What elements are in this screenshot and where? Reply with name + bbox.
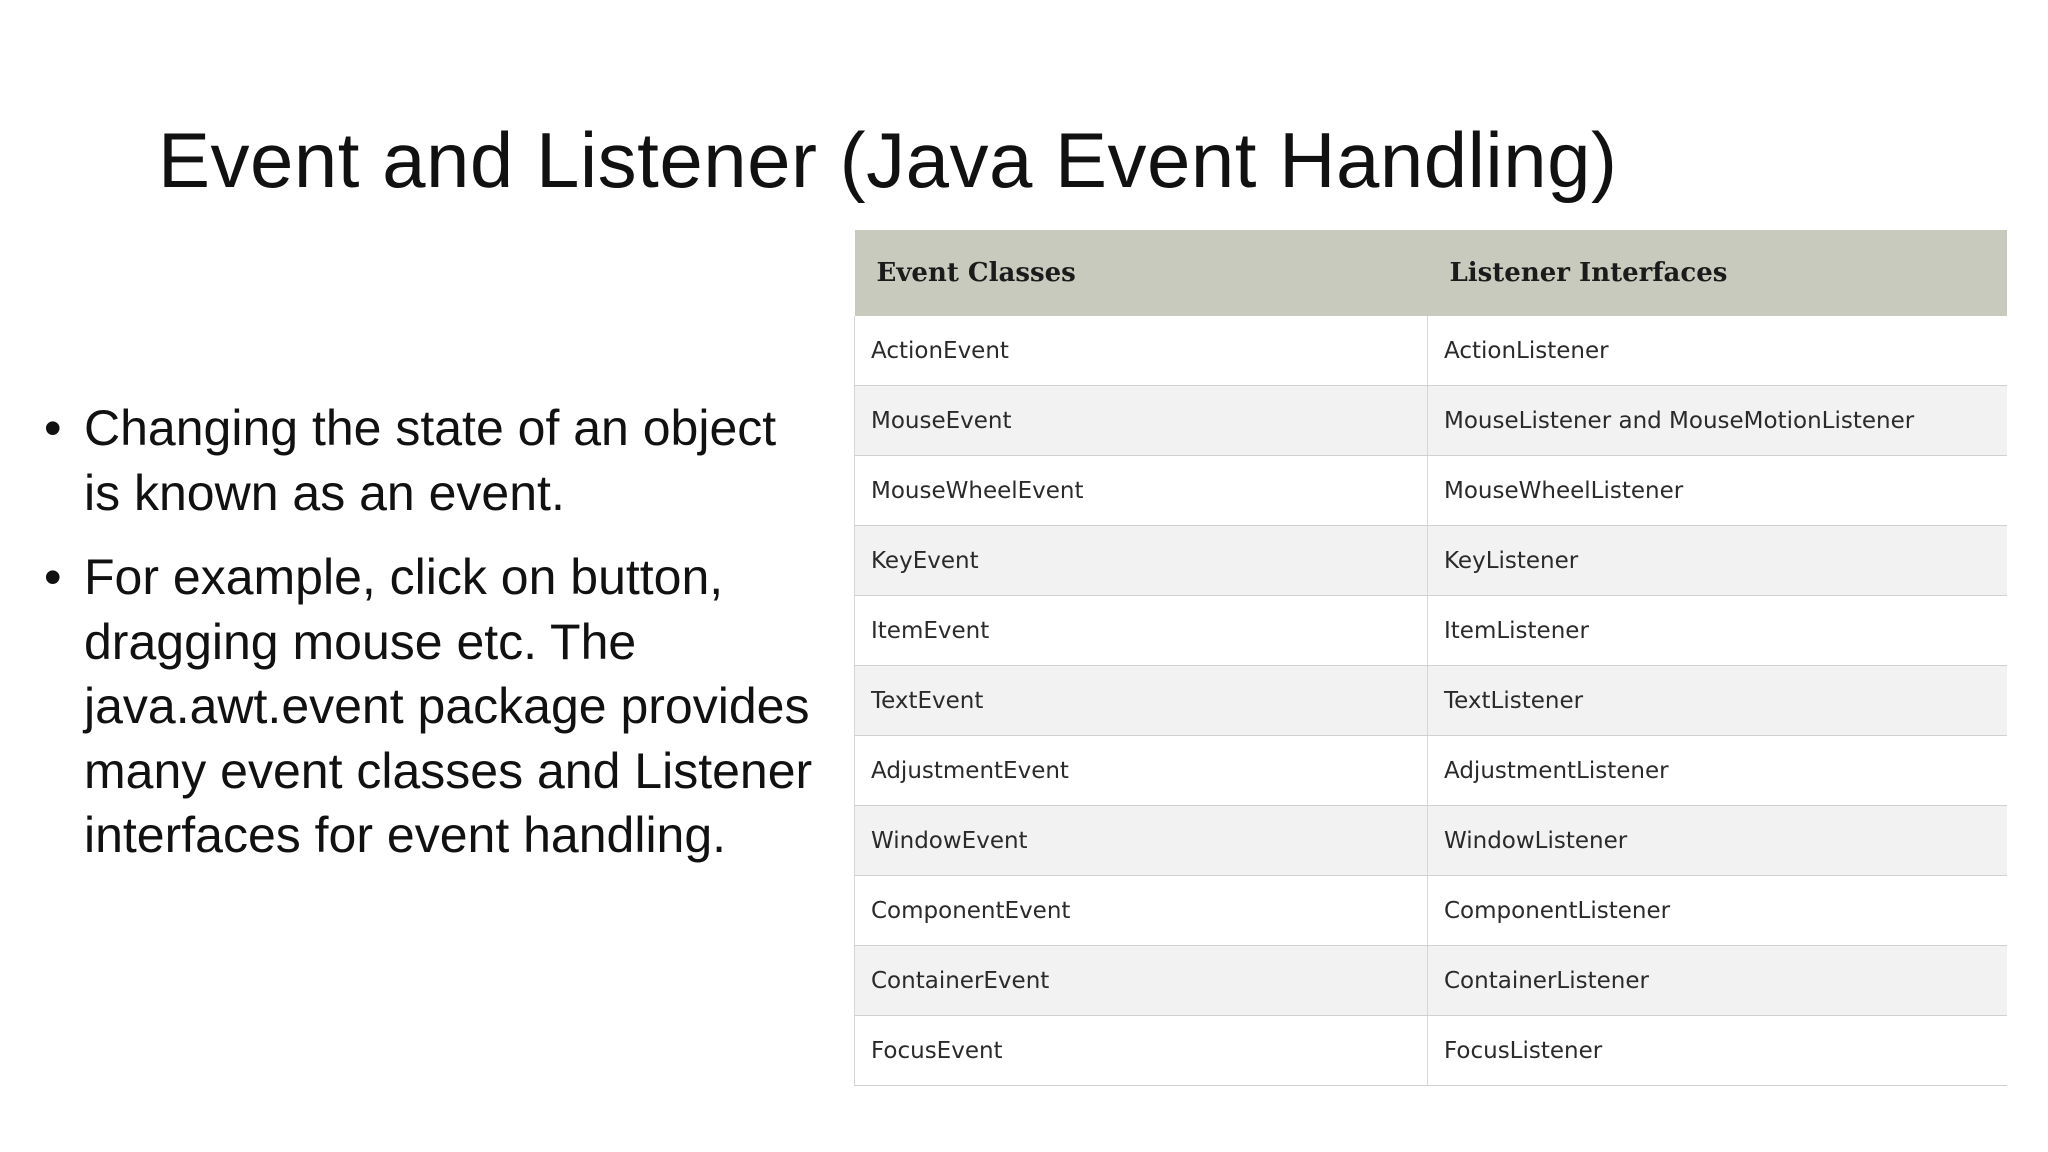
table-row (855, 456, 2007, 526)
bullet-item (44, 396, 814, 525)
event-class-cell: MouseEvent (855, 386, 1428, 456)
listener-interface-cell: ContainerListener (1428, 946, 2007, 1016)
table-row (855, 946, 2007, 1016)
listener-interface-cell: FocusListener (1428, 1016, 2007, 1086)
event-class-cell: ContainerEvent (855, 946, 1428, 1016)
table-row (855, 736, 2007, 806)
header-listener-interfaces: Listener Interfaces (1428, 230, 2007, 316)
bullet-item (44, 545, 814, 868)
event-class-cell: AdjustmentEvent (855, 736, 1428, 806)
table-row (855, 666, 2007, 736)
table (854, 230, 2007, 1086)
listener-interface-cell: AdjustmentListener (1428, 736, 2007, 806)
listener-interface-cell: WindowListener (1428, 806, 2007, 876)
event-class-cell: WindowEvent (855, 806, 1428, 876)
header-event-classes: Event Classes (855, 230, 1428, 316)
table-header-row (855, 230, 2007, 316)
listener-interface-cell: MouseListener and MouseMotionListener (1428, 386, 2007, 456)
event-class-cell: MouseWheelEvent (855, 456, 1428, 526)
table-row (855, 1016, 2007, 1086)
table-row (855, 386, 2007, 456)
table-row (855, 316, 2007, 386)
listener-interface-cell: KeyListener (1428, 526, 2007, 596)
event-class-cell: ItemEvent (855, 596, 1428, 666)
listener-interface-cell: ActionListener (1428, 316, 2007, 386)
table-row (855, 526, 2007, 596)
bullet-text: Changing the state of an object is known as an event. (84, 400, 777, 521)
table-row (855, 596, 2007, 666)
listener-interface-cell: ComponentListener (1428, 876, 2007, 946)
event-class-cell: FocusEvent (855, 1016, 1428, 1086)
bullet-marker: • (44, 400, 62, 456)
listener-interface-cell: ItemListener (1428, 596, 2007, 666)
event-listener-table (854, 230, 2006, 1086)
listener-interface-cell: MouseWheelListener (1428, 456, 2007, 526)
listener-interface-cell: TextListener (1428, 666, 2007, 736)
table-row (855, 876, 2007, 946)
event-class-cell: ComponentEvent (855, 876, 1428, 946)
table-row (855, 806, 2007, 876)
event-class-cell: TextEvent (855, 666, 1428, 736)
event-class-cell: ActionEvent (855, 316, 1428, 386)
slide-title: Event and Listener (Java Event Handling) (158, 116, 1618, 204)
event-class-cell: KeyEvent (855, 526, 1428, 596)
table-body (855, 316, 2007, 1086)
bullet-list (44, 396, 814, 888)
bullet-text: For example, click on button, dragging mouse etc. The java.awt.event package provides many event classes and Listener interfaces for event handling. (84, 549, 813, 863)
bullet-marker: • (44, 549, 62, 605)
